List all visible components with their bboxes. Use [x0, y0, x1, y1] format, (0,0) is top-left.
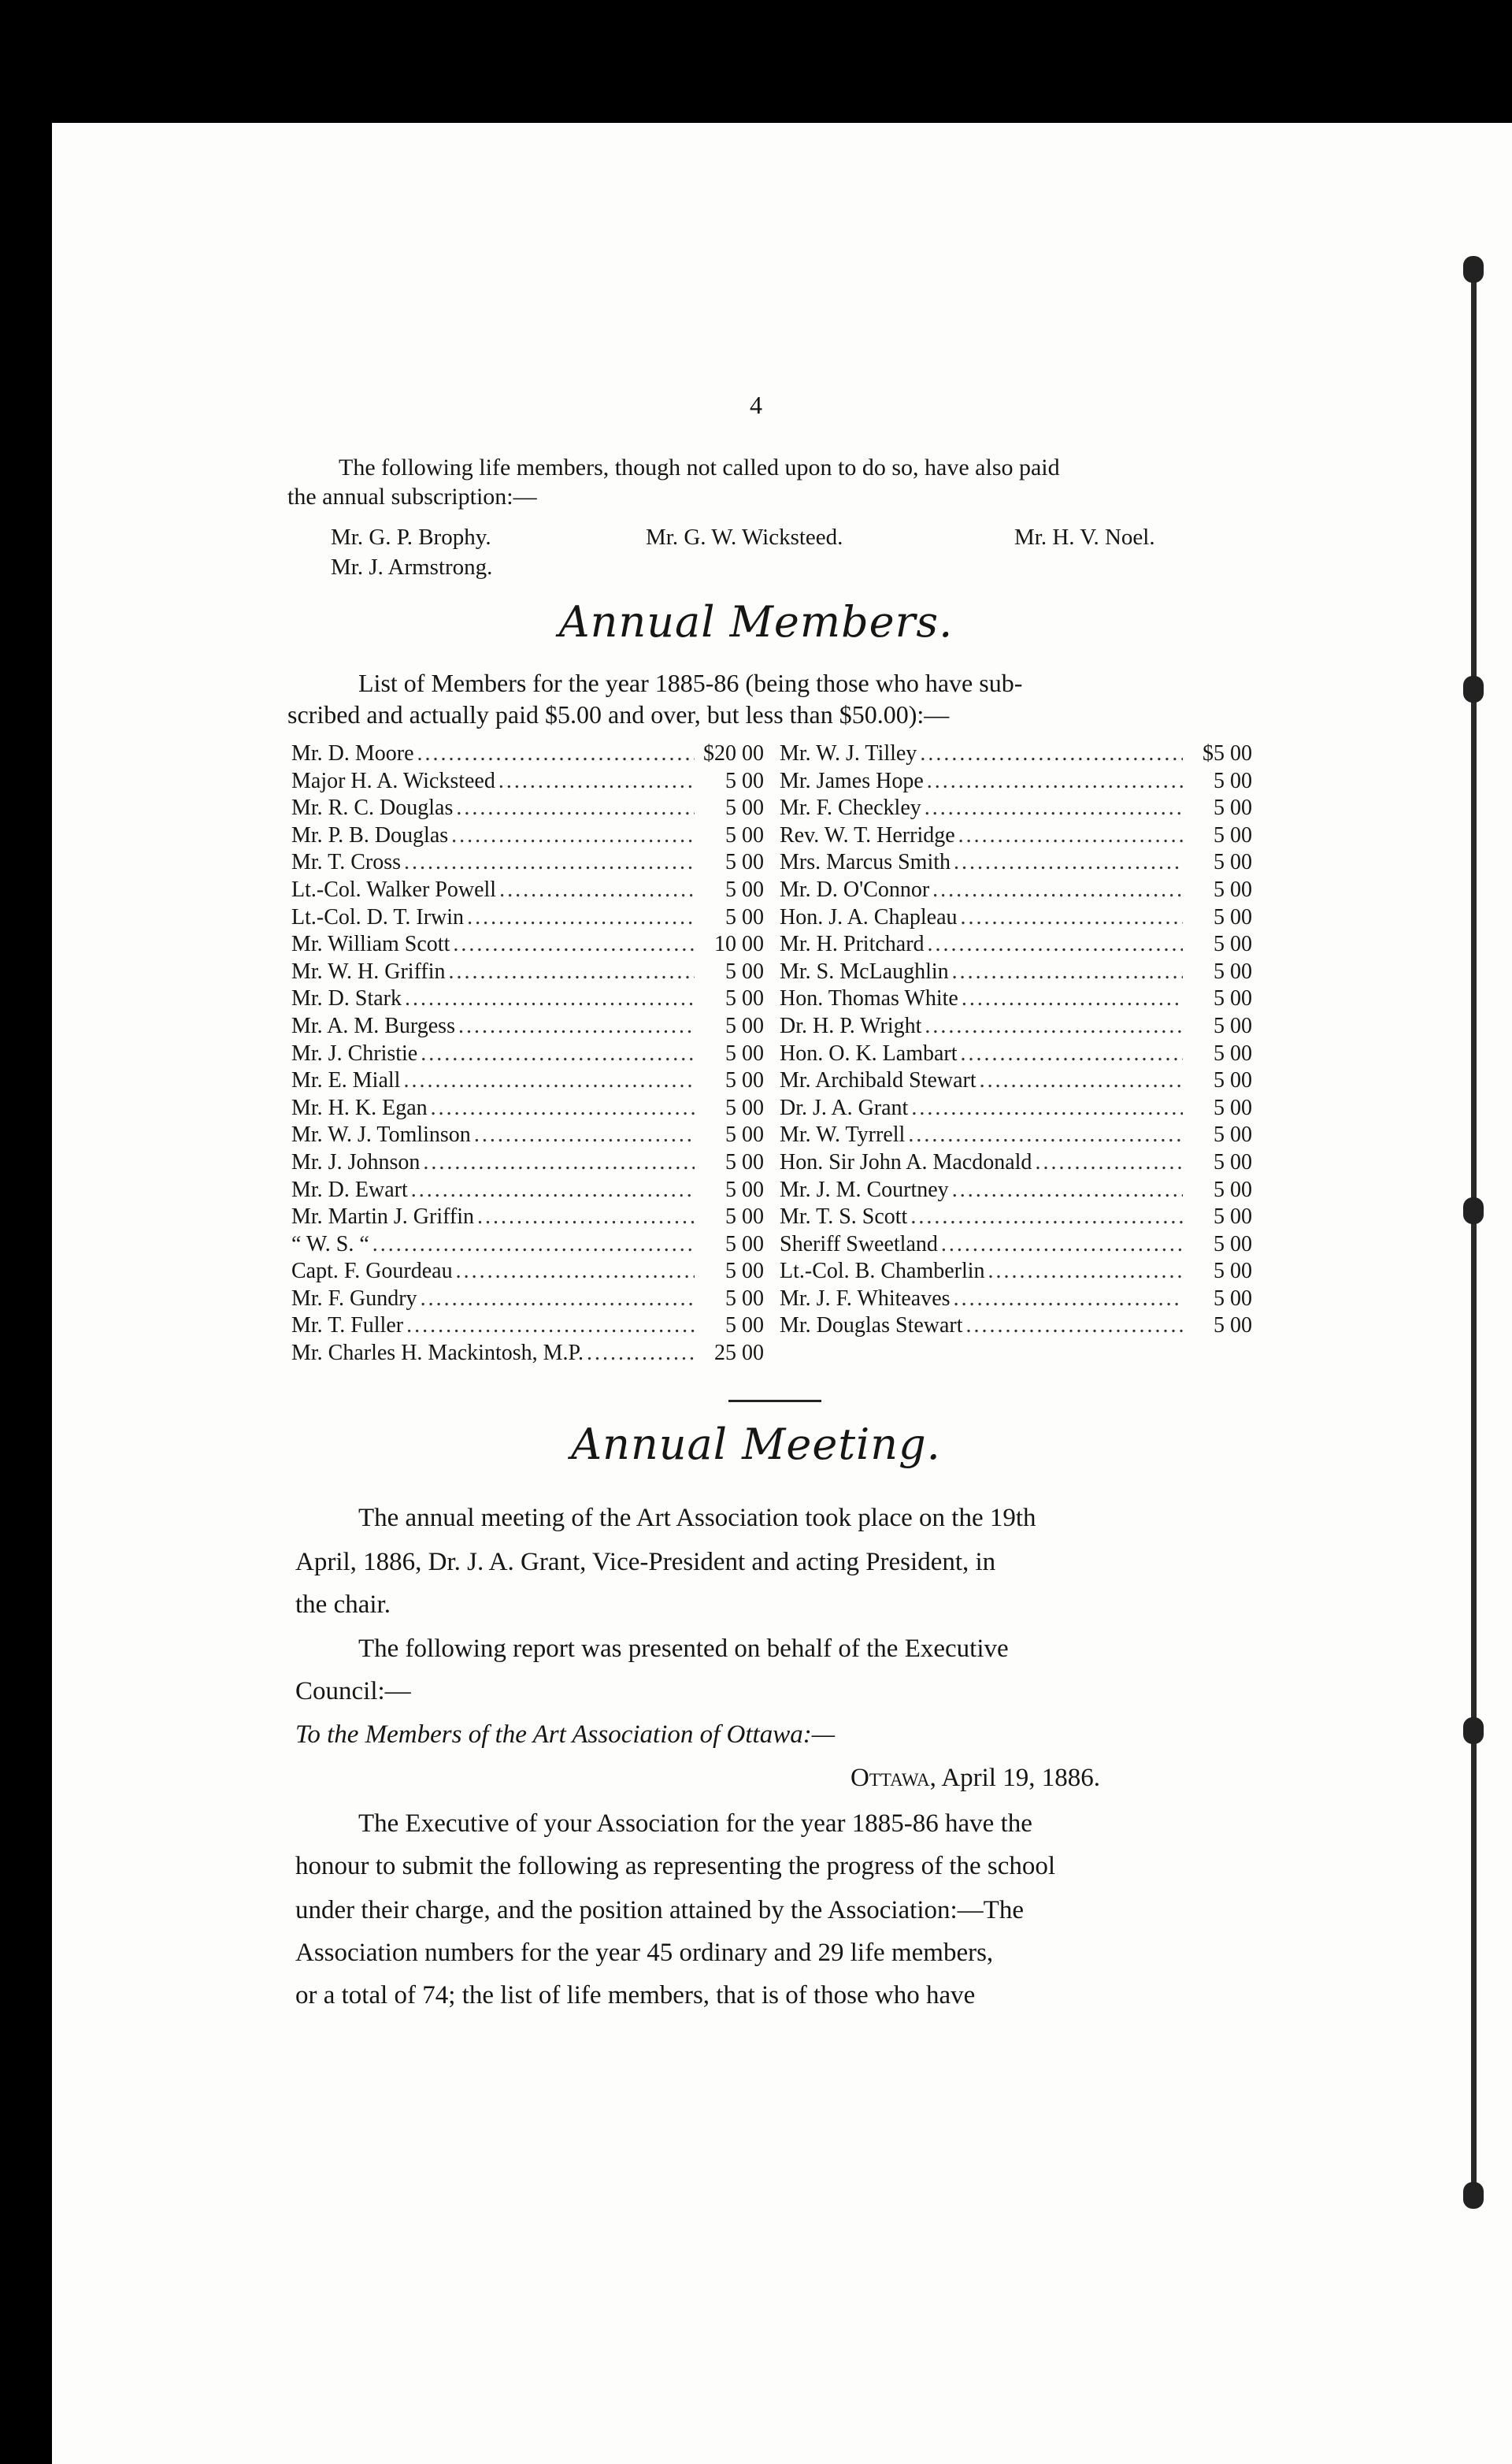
member-row: [780, 849, 1252, 877]
member-row: [780, 740, 1252, 768]
member-name: Mr. Charles H. Mackintosh, M.P.: [291, 1341, 584, 1366]
member-name: Mr. Douglas Stewart: [780, 1313, 963, 1338]
page-number: 4: [750, 391, 762, 419]
dot-leader: [925, 1013, 1183, 1041]
member-row: [291, 849, 764, 877]
member-name: Hon. O. K. Lambart: [780, 1041, 958, 1066]
member-name: Mr. F. Gundry: [291, 1286, 417, 1311]
member-name: Mr. Archibald Stewart: [780, 1068, 976, 1093]
dot-leader: [1035, 1149, 1183, 1177]
section-heading-annual-meeting: Annual Meeting.: [571, 1419, 941, 1469]
member-name: Mr. R. C. Douglas: [291, 796, 454, 821]
member-name: Mr. T. Fuller: [291, 1313, 404, 1338]
member-amount: 5 00: [725, 1231, 764, 1256]
paragraph-line: April, 1886, Dr. J. A. Grant, Vice-President and acting President, in: [295, 1548, 996, 1576]
dot-leader: [404, 849, 695, 877]
member-row: [291, 1095, 764, 1123]
dot-leader: [961, 1041, 1183, 1068]
member-amount: 5 00: [725, 1204, 764, 1230]
dot-leader: [962, 985, 1183, 1013]
binding-clip: [1463, 1197, 1484, 1224]
member-amount: 5 00: [1214, 1313, 1252, 1338]
dot-leader: [423, 1149, 695, 1177]
dot-leader: [406, 1312, 695, 1340]
paragraph-line: Association numbers for the year 45 ordinary and 29 life members,: [295, 1939, 994, 1967]
dot-leader: [499, 877, 695, 904]
member-name: Mr. William Scott: [291, 932, 450, 957]
dot-leader: [961, 904, 1183, 932]
member-amount: 5 00: [1214, 904, 1252, 930]
member-name: Lt.-Col. Walker Powell: [291, 877, 497, 902]
dot-leader: [980, 1067, 1183, 1095]
members-list-right: [780, 740, 1252, 1340]
member-amount: 5 00: [725, 796, 764, 821]
member-amount: 5 00: [1214, 932, 1252, 957]
member-row: [780, 1041, 1252, 1068]
member-name: Hon. Sir John A. Macdonald: [780, 1149, 1032, 1174]
member-amount: 5 00: [725, 1095, 764, 1120]
dot-leader: [925, 795, 1183, 822]
member-name: Mr. D. Moore: [291, 741, 414, 766]
member-name: Mr. H. Pritchard: [780, 932, 925, 957]
member-row: [780, 1013, 1252, 1041]
dateline-city: Ottawa: [850, 1764, 930, 1792]
member-amount: 5 00: [1214, 959, 1252, 984]
member-name: Mr. J. Christie: [291, 1041, 418, 1066]
paragraph-line: Council:—: [295, 1677, 411, 1705]
life-member: Mr. J. Armstrong.: [331, 555, 493, 580]
member-amount: 5 00: [725, 1286, 764, 1311]
member-row: [291, 822, 764, 850]
member-amount: 5 00: [725, 822, 764, 848]
member-row: [780, 1095, 1252, 1123]
member-name: Mr. Martin J. Griffin: [291, 1204, 475, 1230]
member-amount: 10 00: [714, 932, 764, 957]
member-name: Mr. D. O'Connor: [780, 877, 930, 902]
member-amount: 5 00: [1214, 796, 1252, 821]
binding-clip: [1463, 676, 1484, 703]
paragraph-line: The Executive of your Association for the year 1885-86 have the: [358, 1809, 1032, 1838]
dot-leader: [954, 1286, 1183, 1313]
member-row: [291, 1122, 764, 1149]
member-amount: 5 00: [1214, 1286, 1252, 1311]
member-row: [780, 1286, 1252, 1313]
paragraph-line: The annual meeting of the Art Association took place on the 19th: [358, 1504, 1036, 1532]
member-row: [291, 1067, 764, 1095]
member-amount: 5 00: [1214, 1068, 1252, 1093]
member-row: [780, 822, 1252, 850]
member-row: [291, 904, 764, 932]
member-name: Dr. J. A. Grant: [780, 1095, 909, 1120]
members-list-left: [291, 740, 764, 1367]
member-amount: 5 00: [725, 1149, 764, 1174]
dot-leader: [928, 931, 1183, 959]
member-amount: 5 00: [1214, 1095, 1252, 1120]
paragraph-line: honour to submit the following as representing the progress of the school: [295, 1852, 1056, 1880]
member-name: Lt.-Col. B. Chamberlin: [780, 1259, 985, 1284]
dot-leader: [458, 1013, 695, 1041]
member-name: Mr. J. Johnson: [291, 1149, 421, 1174]
member-amount: 5 00: [725, 768, 764, 793]
member-name: Mr. A. M. Burgess: [291, 1013, 455, 1038]
member-row: [291, 1231, 764, 1259]
member-amount: 5 00: [1214, 1259, 1252, 1284]
member-amount: 5 00: [1214, 1177, 1252, 1202]
member-amount: 5 00: [725, 1313, 764, 1338]
paragraph-line: the chair.: [295, 1590, 391, 1619]
member-amount: 5 00: [725, 877, 764, 902]
member-name: Mr. James Hope: [780, 768, 924, 793]
member-amount: 5 00: [1214, 768, 1252, 793]
member-name: Mr. E. Miall: [291, 1068, 401, 1093]
member-row: [780, 1204, 1252, 1231]
dot-leader: [498, 768, 695, 796]
dot-leader: [988, 1258, 1183, 1286]
member-name: Mr. J. F. Whiteaves: [780, 1286, 951, 1311]
member-row: [780, 1067, 1252, 1095]
member-amount: 5 00: [725, 986, 764, 1011]
member-name: Mr. D. Ewart: [291, 1177, 408, 1202]
member-row: [780, 1149, 1252, 1177]
list-description: List of Members for the year 1885-86 (being those who have sub-: [358, 669, 1023, 697]
member-amount: 5 00: [1214, 1231, 1252, 1256]
member-amount: 5 00: [1214, 1013, 1252, 1038]
dot-leader: [451, 822, 695, 850]
paragraph-line: under their charge, and the position attained by the Association:—The: [295, 1896, 1024, 1924]
member-amount: 5 00: [725, 1177, 764, 1202]
dot-leader: [587, 1340, 695, 1367]
dot-leader: [431, 1095, 695, 1123]
intro-line: the annual subscription:—: [287, 484, 537, 510]
dot-leader: [411, 1177, 695, 1204]
member-name: Mr. W. Tyrrell: [780, 1123, 906, 1148]
member-name: Major H. A. Wicksteed: [291, 768, 495, 793]
member-name: “ W. S. “: [291, 1231, 369, 1256]
paragraph-line: or a total of 74; the list of life members, that is of those who have: [295, 1981, 976, 2009]
member-name: Dr. H. P. Wright: [780, 1013, 922, 1038]
paragraph-line: The following report was presented on behalf of the Executive: [358, 1635, 1009, 1663]
member-amount: 5 00: [725, 1123, 764, 1148]
member-name: Mr. P. B. Douglas: [291, 822, 449, 848]
member-row: [780, 931, 1252, 959]
member-amount: $5 00: [1203, 741, 1252, 766]
dot-leader: [417, 740, 695, 768]
member-row: [291, 877, 764, 904]
member-row: [291, 931, 764, 959]
dot-leader: [941, 1231, 1183, 1259]
dot-leader: [952, 959, 1183, 986]
member-amount: 5 00: [725, 959, 764, 984]
member-row: [291, 959, 764, 986]
member-amount: 5 00: [1214, 877, 1252, 902]
member-row: [291, 740, 764, 768]
member-row: [780, 985, 1252, 1013]
member-name: Mr. W. J. Tomlinson: [291, 1123, 471, 1148]
member-amount: 5 00: [725, 1041, 764, 1066]
member-name: Rev. W. T. Herridge: [780, 822, 955, 848]
dot-leader: [456, 1258, 695, 1286]
member-row: [780, 1231, 1252, 1259]
member-row: [291, 768, 764, 796]
life-member: Mr. G. P. Brophy.: [331, 525, 491, 550]
member-row: [291, 1041, 764, 1068]
member-row: [780, 904, 1252, 932]
binding-rod: [1471, 268, 1477, 2190]
member-row: [291, 1312, 764, 1340]
member-row: [291, 1340, 764, 1367]
member-row: [291, 795, 764, 822]
member-row: [780, 1258, 1252, 1286]
member-name: Capt. F. Gourdeau: [291, 1259, 453, 1284]
member-row: [291, 1204, 764, 1231]
binding-clip: [1463, 2182, 1484, 2209]
section-heading-annual-members: Annual Members.: [558, 597, 954, 647]
member-name: Mr. F. Checkley: [780, 796, 921, 821]
member-name: Lt.-Col. D. T. Irwin: [291, 904, 465, 930]
member-name: Mr. H. K. Egan: [291, 1095, 428, 1120]
dateline: Ottawa, April 19, 1886.: [850, 1764, 1100, 1792]
dot-leader: [920, 740, 1183, 768]
member-row: [780, 959, 1252, 986]
dot-leader: [908, 1122, 1183, 1149]
dot-leader: [477, 1204, 695, 1231]
member-name: Mr. T. Cross: [291, 850, 401, 875]
life-member: Mr. H. V. Noel.: [1014, 525, 1155, 550]
dot-leader: [910, 1204, 1183, 1231]
member-amount: $20 00: [703, 741, 764, 766]
dot-leader: [456, 795, 695, 822]
dot-leader: [927, 768, 1183, 796]
member-name: Mr. J. M. Courtney: [780, 1177, 949, 1202]
dot-leader: [932, 877, 1183, 904]
member-row: [780, 1122, 1252, 1149]
intro-line: The following life members, though not called upon to do so, have also paid: [339, 455, 1060, 481]
member-row: [291, 1177, 764, 1204]
member-row: [291, 1149, 764, 1177]
binding-clip: [1463, 1717, 1484, 1744]
member-amount: 5 00: [725, 850, 764, 875]
section-divider: [728, 1400, 821, 1402]
binding-clip: [1463, 256, 1484, 283]
member-name: Mrs. Marcus Smith: [780, 850, 951, 875]
member-row: [291, 985, 764, 1013]
dot-leader: [952, 1177, 1183, 1204]
member-amount: 5 00: [725, 1068, 764, 1093]
member-name: Mr. W. H. Griffin: [291, 959, 446, 984]
member-amount: 5 00: [1214, 1149, 1252, 1174]
member-name: Mr. S. McLaughlin: [780, 959, 949, 984]
member-amount: 5 00: [725, 1013, 764, 1038]
member-name: Mr. W. J. Tilley: [780, 741, 917, 766]
member-name: Mr. D. Stark: [291, 986, 402, 1011]
member-name: Hon. Thomas White: [780, 986, 958, 1011]
member-amount: 5 00: [1214, 850, 1252, 875]
dot-leader: [954, 849, 1183, 877]
dot-leader: [467, 904, 695, 932]
dot-leader: [403, 1067, 695, 1095]
member-row: [291, 1258, 764, 1286]
member-amount: 5 00: [1214, 1123, 1252, 1148]
member-amount: 5 00: [1214, 1041, 1252, 1066]
dot-leader: [453, 931, 695, 959]
dot-leader: [911, 1095, 1183, 1123]
member-name: Hon. J. A. Chapleau: [780, 904, 958, 930]
life-member: Mr. G. W. Wicksteed.: [646, 525, 843, 550]
list-description: scribed and actually paid $5.00 and over, but less than $50.00):—: [287, 700, 950, 729]
dot-leader: [474, 1122, 695, 1149]
dot-leader: [421, 1286, 695, 1313]
member-amount: 25 00: [714, 1341, 764, 1366]
member-row: [291, 1286, 764, 1313]
member-row: [780, 1177, 1252, 1204]
member-amount: 5 00: [1214, 1204, 1252, 1230]
member-name: Sheriff Sweetland: [780, 1231, 938, 1256]
dot-leader: [958, 822, 1183, 850]
member-name: Mr. T. S. Scott: [780, 1204, 908, 1230]
member-row: [291, 1013, 764, 1041]
dot-leader: [372, 1231, 695, 1259]
member-amount: 5 00: [725, 904, 764, 930]
member-amount: 5 00: [725, 1259, 764, 1284]
dot-leader: [966, 1312, 1183, 1340]
dot-leader: [405, 985, 695, 1013]
member-amount: 5 00: [1214, 822, 1252, 848]
address-line: To the Members of the Art Association of Ottawa:—: [295, 1720, 836, 1749]
member-row: [780, 1312, 1252, 1340]
member-row: [780, 768, 1252, 796]
member-row: [780, 877, 1252, 904]
member-row: [780, 795, 1252, 822]
dot-leader: [421, 1041, 695, 1068]
member-amount: 5 00: [1214, 986, 1252, 1011]
dot-leader: [449, 959, 695, 986]
